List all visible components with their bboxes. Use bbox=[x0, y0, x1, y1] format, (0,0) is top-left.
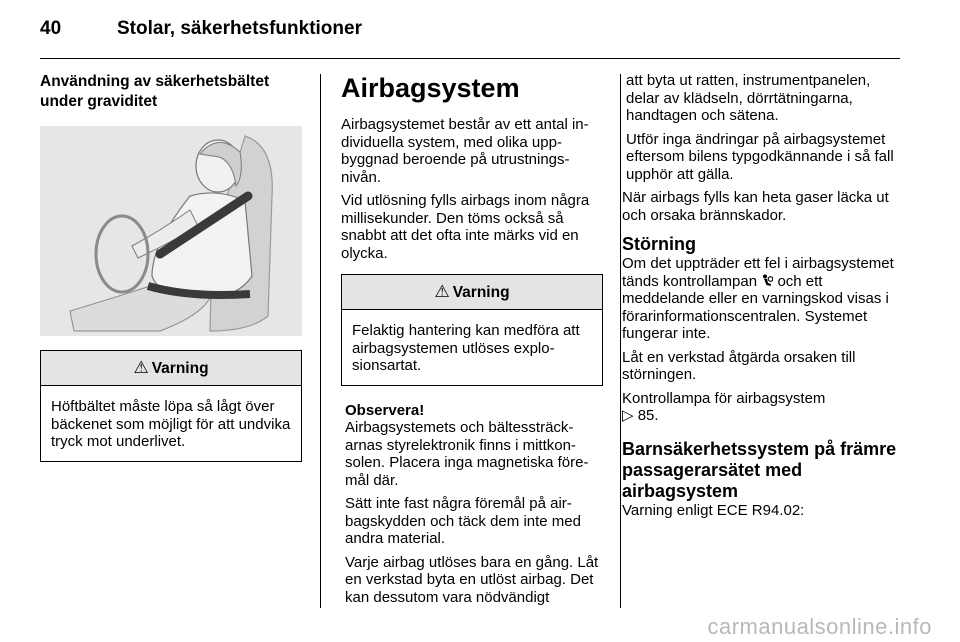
note-block bbox=[341, 402, 603, 607]
column-right bbox=[622, 72, 902, 525]
warning-title: Varning bbox=[151, 360, 209, 377]
main-title-airbag: Airbagsystem bbox=[341, 73, 520, 103]
column-divider bbox=[320, 74, 321, 608]
warning-box-lapbelt bbox=[40, 350, 302, 462]
chapter-title: Stolar, säkerhetsfunktioner bbox=[117, 18, 362, 39]
paragraph: Varje airbag utlöses bara en gång. Låt en verkstad byta en utlöst airbag. Det kan dessutom vara nödvändigt bbox=[345, 553, 599, 606]
page-reference-icon: ▷ bbox=[622, 407, 634, 424]
paragraph-fault bbox=[622, 255, 902, 343]
paragraph: Varning enligt ECE R94.02: bbox=[622, 501, 805, 519]
warning-header bbox=[41, 351, 301, 386]
reference-label: Kontrollampa för airbagsystem bbox=[622, 389, 826, 407]
reference-page[interactable]: 85. bbox=[637, 407, 659, 424]
paragraph: Vid utlösning fylls airbags inom några millisekunder. Den töms också så snabbt att det ofta inte märks vid en olycka. bbox=[341, 192, 590, 262]
warning-box-airbag bbox=[341, 274, 603, 386]
warning-triangle-icon: ⚠ bbox=[133, 358, 149, 377]
fault-text-pre: Om det uppträder ett fel i airbagsystemet tänds kontrollampan bbox=[622, 255, 894, 290]
warning-text: Höftbältet måste löpa så lågt över bäckenet som möjligt för att undvika tryck mot underlivet. bbox=[51, 398, 291, 450]
paragraph: Airbagsystemets och bältessträckarnas styrelektronik finns i mittkonsolen. Placera inga magnetiska föremål där. bbox=[345, 419, 589, 489]
warning-text: Felaktig hantering kan medföra att airbagsystemen utlöses explosionsartat. bbox=[352, 322, 580, 374]
paragraph: Låt en verkstad åtgärda orsaken till störningen. bbox=[622, 348, 856, 383]
paragraph-reference bbox=[622, 390, 902, 425]
warning-triangle-icon: ⚠ bbox=[434, 282, 450, 301]
warning-header bbox=[342, 275, 602, 310]
section-heading-fault: Störning bbox=[622, 234, 696, 254]
page-number: 40 bbox=[40, 18, 62, 39]
section-heading-child-seat: Barnsäkerhetssystem på främre passagerarsätet med airbagsystem bbox=[622, 438, 897, 501]
pregnant-driver-seatbelt-illustration bbox=[40, 126, 302, 336]
column-divider bbox=[620, 74, 621, 608]
paragraph: att byta ut ratten, instrumentpanelen, delar av klädseln, dörrtätningarna, handtagen och sätena. bbox=[626, 72, 871, 124]
column-middle bbox=[341, 72, 603, 612]
paragraph: Utför inga ändringar på airbagsystemet eftersom bilens typgodkännande i så fall upphör att gälla. bbox=[626, 130, 894, 183]
paragraph: Airbagsystemet består av ett antal individuella system, med olika uppbyggnad beroende på utrustningsnivån. bbox=[341, 116, 589, 186]
header-divider bbox=[40, 58, 900, 59]
paragraph: Sätt inte fast några föremål på airbagskydden och täck dem inte med andra material. bbox=[345, 495, 581, 547]
section-heading-pregnancy: Användning av säkerhetsbältet under graviditet bbox=[40, 73, 270, 110]
page-header bbox=[40, 18, 920, 48]
fault-text-post: och ett meddelande eller en varningskod visas i förarinformationscentralen. Systemet fungerar inte. bbox=[622, 272, 889, 342]
note-title: Observera! bbox=[345, 401, 425, 419]
airbag-warning-lamp-icon bbox=[761, 274, 773, 288]
paragraph: När airbags fylls kan heta gaser läcka ut och orsaka brännskador. bbox=[622, 189, 889, 224]
site-watermark: carmanualsonline.info bbox=[707, 614, 932, 639]
column-left bbox=[40, 72, 302, 476]
warning-title: Varning bbox=[452, 284, 510, 301]
note-continuation bbox=[622, 72, 902, 183]
